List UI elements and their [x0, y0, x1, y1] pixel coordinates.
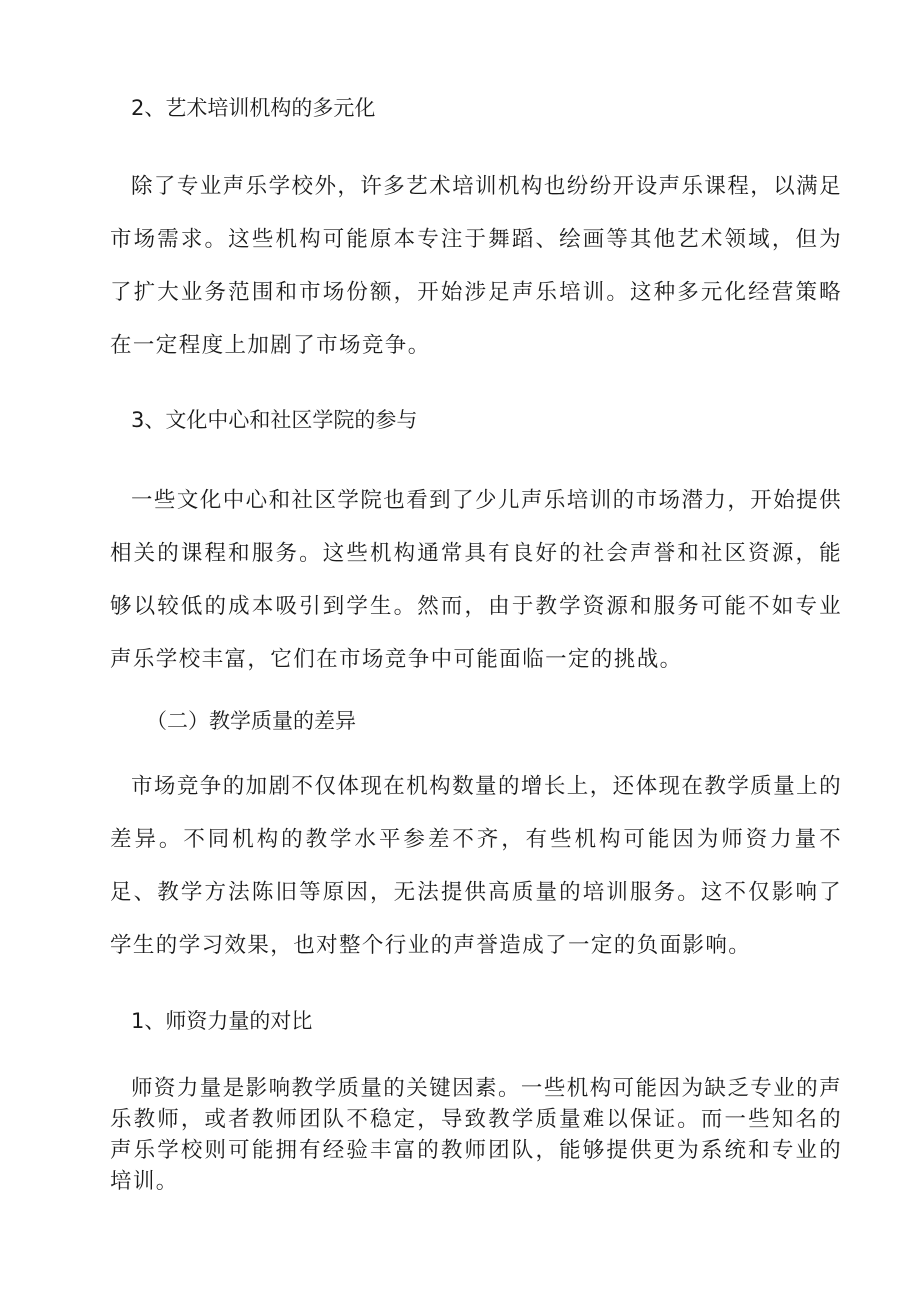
- section-heading-culture-centers: 3、文化中心和社区学院的参与: [131, 408, 418, 432]
- section-heading-teaching-quality: （二）教学质量的差异: [146, 709, 356, 733]
- section-heading-teacher-strength: 1、师资力量的对比: [131, 1009, 313, 1033]
- paragraph-teacher-strength: 师资力量是影响教学质量的关键因素。一些机构可能因为缺乏专业的声乐教师，或者教师团队不稳定，导致教学质量难以保证。而一些知名的声乐学校则可能拥有经验丰富的教师团队，能够提供更为系统和专业的培训。: [110, 1076, 842, 1194]
- paragraph-teaching-quality: 市场竞争的加剧不仅体现在机构数量的增长上，还体现在教学质量上的差异。不同机构的教学水平参差不齐，有些机构可能因为师资力量不足、教学方法陈旧等原因，无法提供高质量的培训服务。这不仅影响了学生的学习效果，也对整个行业的声誉造成了一定的负面影响。: [110, 774, 842, 958]
- section-heading-art-training-orgs: 2、艺术培训机构的多元化: [131, 96, 376, 120]
- paragraph-culture-centers: 一些文化中心和社区学院也看到了少儿声乐培训的市场潜力，开始提供相关的课程和服务。这些机构通常具有良好的社会声誉和社区资源，能够以较低的成本吸引到学生。然而，由于教学资源和服务可能不如专业声乐学校丰富，它们在市场竞争中可能面临一定的挑战。: [110, 488, 842, 672]
- paragraph-art-training-orgs: 除了专业声乐学校外，许多艺术培训机构也纷纷开设声乐课程，以满足市场需求。这些机构可能原本专注于舞蹈、绘画等其他艺术领域，但为了扩大业务范围和市场份额，开始涉足声乐培训。这种多元化经营策略在一定程度上加剧了市场竞争。: [110, 174, 842, 358]
